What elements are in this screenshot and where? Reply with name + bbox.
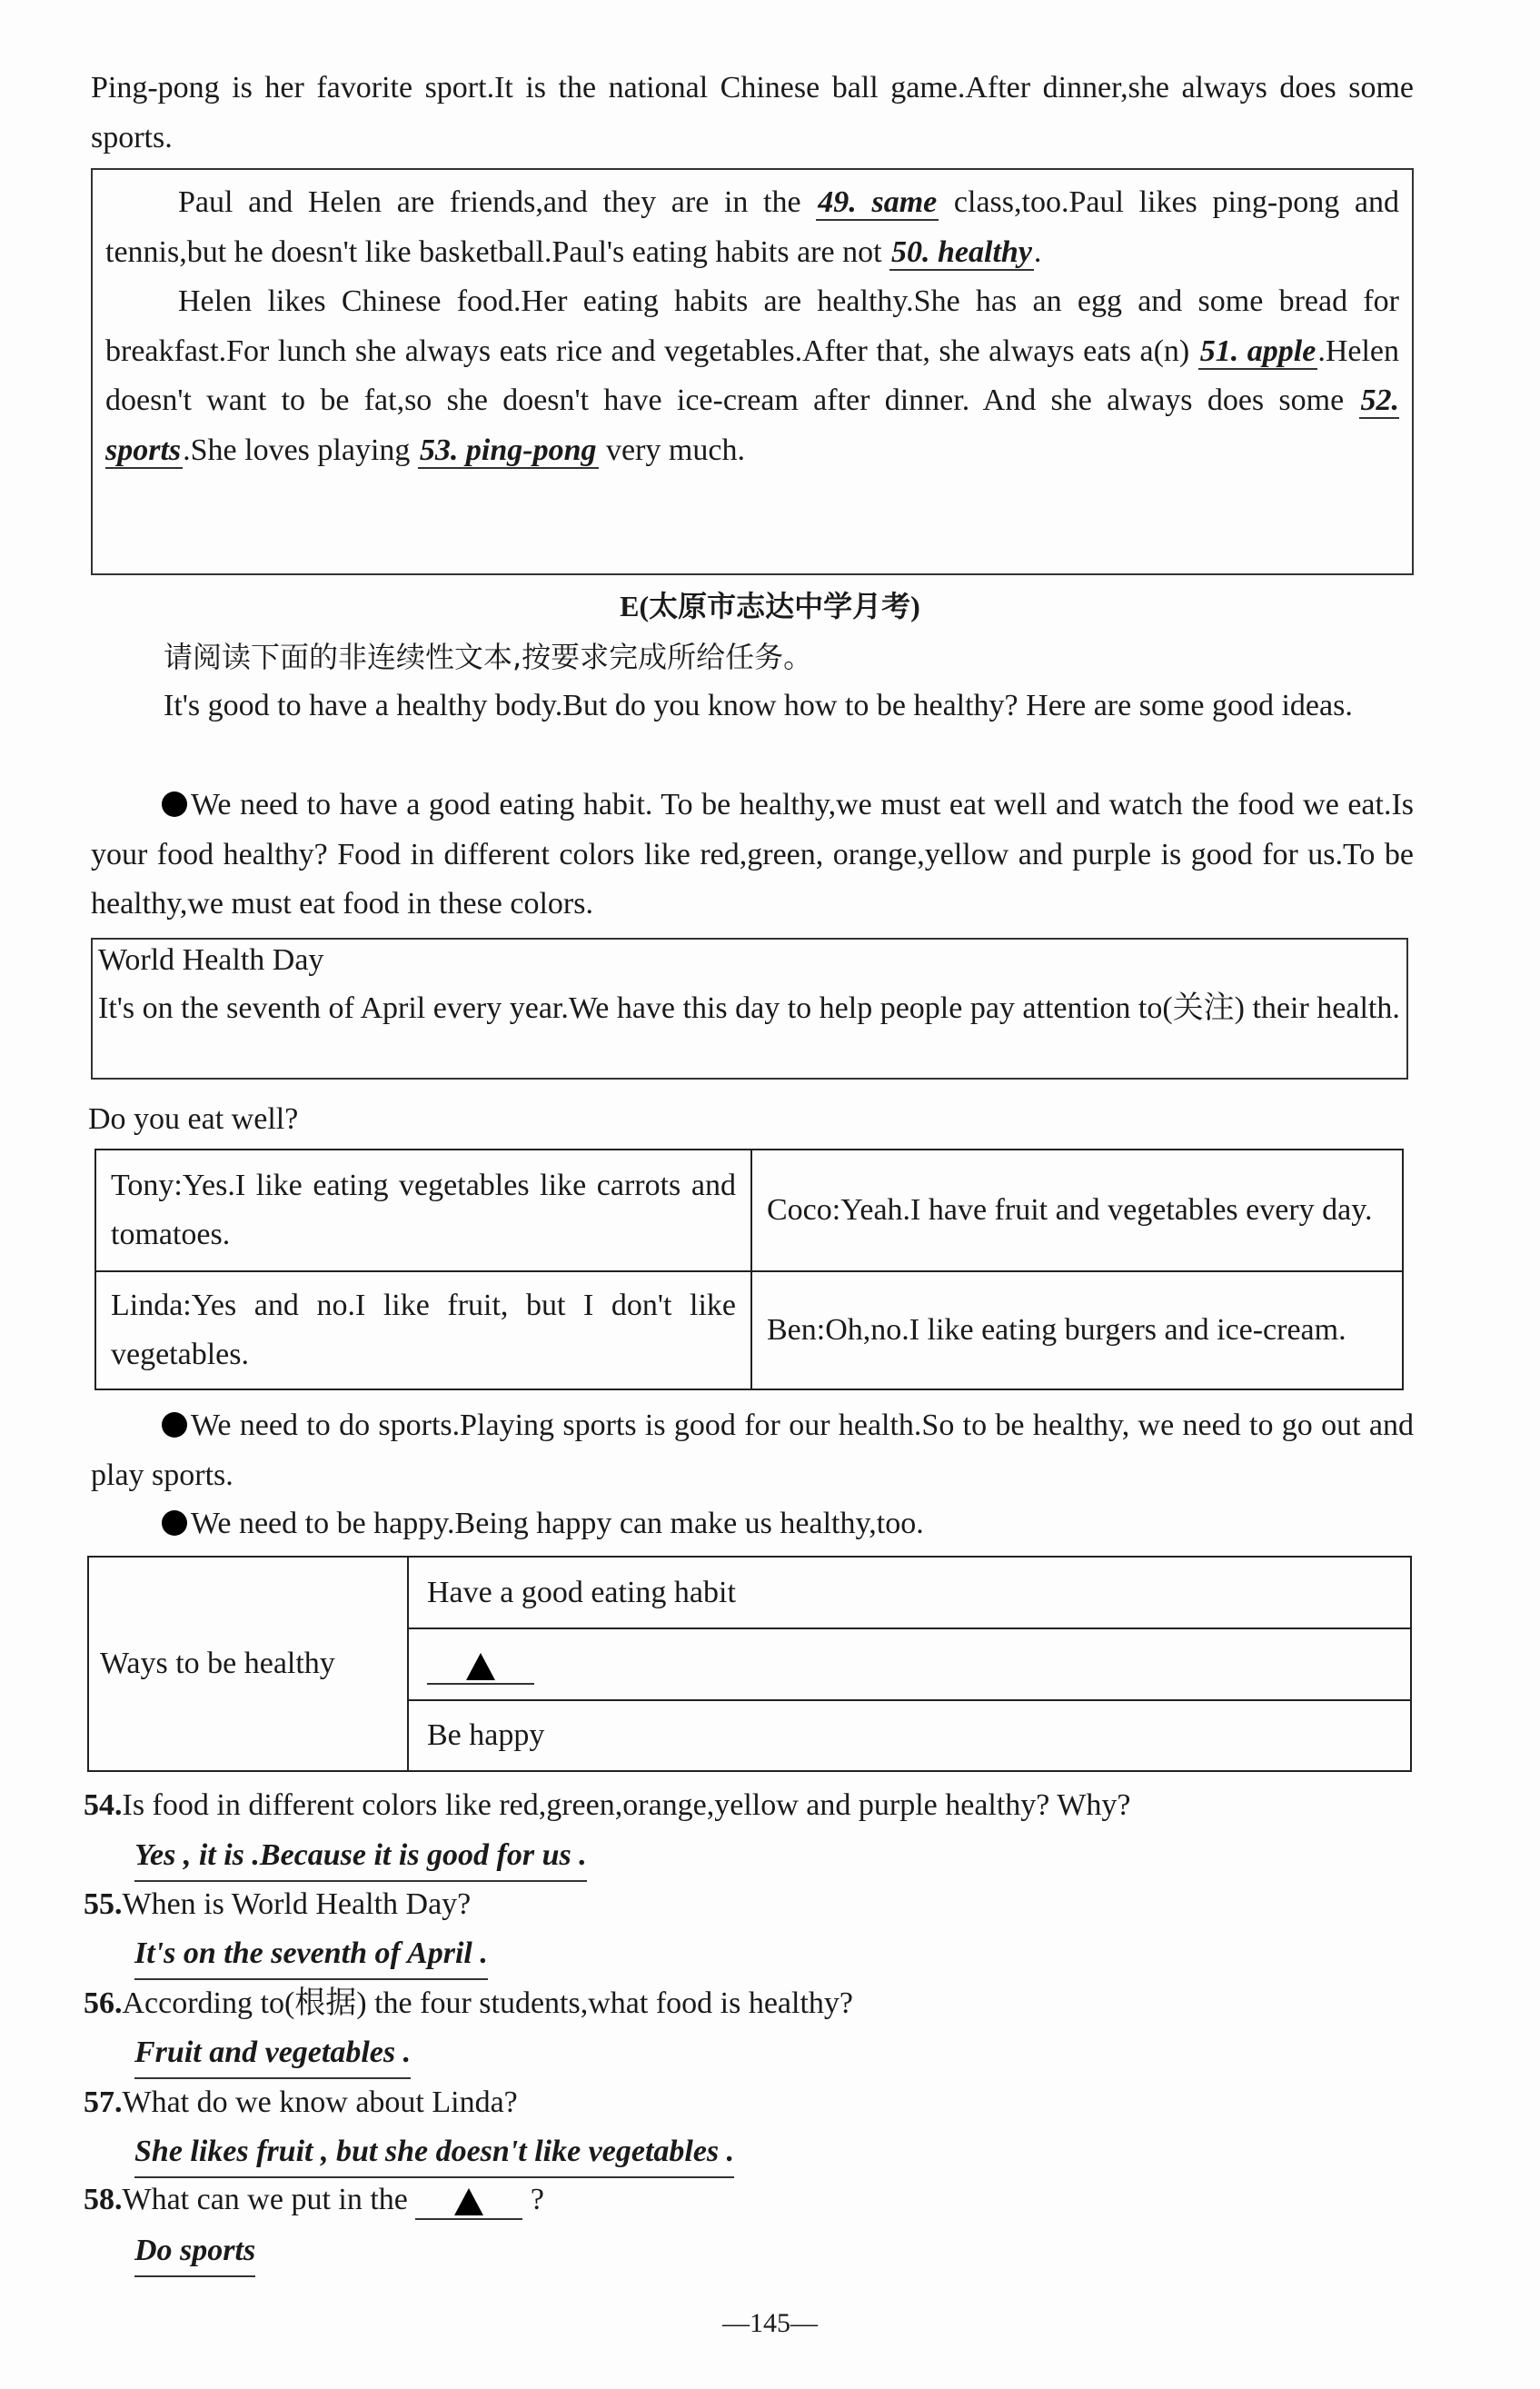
question-text: What do we know about Linda?: [122, 2085, 518, 2119]
intro-paragraph: [91, 682, 1414, 732]
bullet-happy: [91, 1499, 1414, 1549]
text: class,too.Paul likes ping-pong and tennis,but he doesn't like basketball.Paul's eating habits are not: [105, 185, 1399, 269]
question-number: 54.: [84, 1788, 123, 1822]
ways-item: Be happy: [408, 1700, 1411, 1771]
question-58: [84, 2175, 544, 2225]
answer-58: Do sports: [134, 2226, 255, 2277]
question-text: What can we put in the: [122, 2183, 408, 2216]
text: .: [1033, 234, 1042, 269]
bullet-icon: [162, 1412, 187, 1438]
answer-53: 53. ping-pong: [419, 433, 597, 467]
ways-item: Have a good eating habit: [408, 1557, 1411, 1628]
section-heading: E(太原市志达中学月考): [620, 590, 920, 622]
table-cell: Linda:Yes and no.I like fruit, but I don't like vegetables.: [95, 1271, 751, 1389]
answer-57: She likes fruit , but she doesn't like vegetables .: [134, 2127, 734, 2178]
ways-label: Ways to be healthy: [88, 1557, 408, 1771]
answer-55: It's on the seventh of April .: [134, 1929, 488, 1980]
text: very much.: [598, 433, 745, 467]
question-56: [84, 1979, 853, 2028]
bullet-sports: [91, 1401, 1414, 1500]
answer-51: 51. apple: [1199, 333, 1316, 368]
table-cell: Tony:Yes.I like eating vegetables like carrots and tomatoes.: [95, 1150, 751, 1271]
question-number: 57.: [84, 2085, 123, 2119]
text: Paul and Helen are friends,and they are in the: [178, 185, 817, 219]
eat-well-title: Do you eat well?: [88, 1102, 299, 1136]
ways-item-blank: [408, 1628, 1411, 1700]
table-cell: Ben:Oh,no.I like eating burgers and ice-cream.: [751, 1271, 1403, 1389]
text: We need to do sports.Playing sports is good for our health.So to be healthy, we need to go out and play sports.: [91, 1409, 1414, 1492]
world-health-day-text: [98, 936, 1403, 1032]
question-text: According to(根据) the four students,what food is healthy?: [122, 1986, 853, 2020]
table-row: [88, 1557, 1411, 1628]
top-paragraph: [91, 64, 1414, 163]
triangle-icon: [466, 1653, 495, 1680]
text: .Helen doesn't want to be fat,so she doesn't have ice-cream after dinner. And she always does some: [105, 333, 1399, 417]
answer-52: 52. sports: [105, 383, 1399, 467]
text: .She loves playing: [183, 433, 418, 467]
blank-field: [415, 2182, 522, 2220]
bullet-eating: [91, 781, 1414, 930]
question-55: [84, 1880, 471, 1929]
question-text: When is World Health Day?: [122, 1887, 472, 1921]
question-number: 56.: [84, 1986, 123, 2020]
text: It's good to have a healthy body.But do you know how to be healthy? Here are some good ideas.: [164, 689, 1353, 722]
bullet-icon: [162, 1510, 187, 1536]
question-text: Is food in different colors like red,green,orange,yellow and purple healthy? Why?: [122, 1788, 1131, 1822]
table-row: [95, 1150, 1403, 1271]
ways-table: [87, 1556, 1412, 1772]
bullet-icon: [162, 791, 187, 817]
question-text: ?: [530, 2183, 544, 2216]
box-text: It's on the seventh of April every year.We have this day to help people pay attention to(关注) their health.: [98, 991, 1400, 1025]
instruction: 请阅读下面的非连续性文本,按要求完成所给任务。: [164, 640, 813, 674]
answer-56: Fruit and vegetables .: [134, 2028, 411, 2079]
paragraph-text: Ping-pong is her favorite sport.It is the national Chinese ball game.After dinner,she always does some sports.: [91, 71, 1414, 154]
question-number: 55.: [84, 1887, 123, 1921]
text: Helen likes Chinese food.Her eating habits are healthy.She has an egg and some bread for breakfast.For lunch she always eats rice and vegetables.After that, she always eats a(n): [105, 284, 1399, 368]
text: We need to have a good eating habit. To be healthy,we must eat well and watch the food we eat.Is your food healthy? Food in different colors like red,green, orange,yellow and purple is good for us.To be healthy,we must eat food in these colors.: [91, 788, 1414, 921]
answer-49: 49. same: [818, 185, 938, 219]
table-cell: Coco:Yeah.I have fruit and vegetables every day.: [751, 1150, 1403, 1271]
students-table: [94, 1149, 1404, 1390]
question-54: [84, 1781, 1130, 1830]
blank-field: [427, 1647, 534, 1685]
summary-text: [105, 178, 1399, 475]
question-number: 58.: [84, 2183, 123, 2216]
table-row: [95, 1271, 1403, 1389]
text: We need to be happy.Being happy can make us healthy,too.: [191, 1507, 924, 1540]
question-57: [84, 2078, 518, 2127]
box-title: World Health Day: [98, 943, 324, 977]
page-number: —145—: [722, 2308, 818, 2338]
triangle-icon: [454, 2188, 483, 2215]
answer-50: 50. healthy: [891, 234, 1032, 269]
answer-54: Yes , it is .Because it is good for us .: [134, 1831, 587, 1882]
